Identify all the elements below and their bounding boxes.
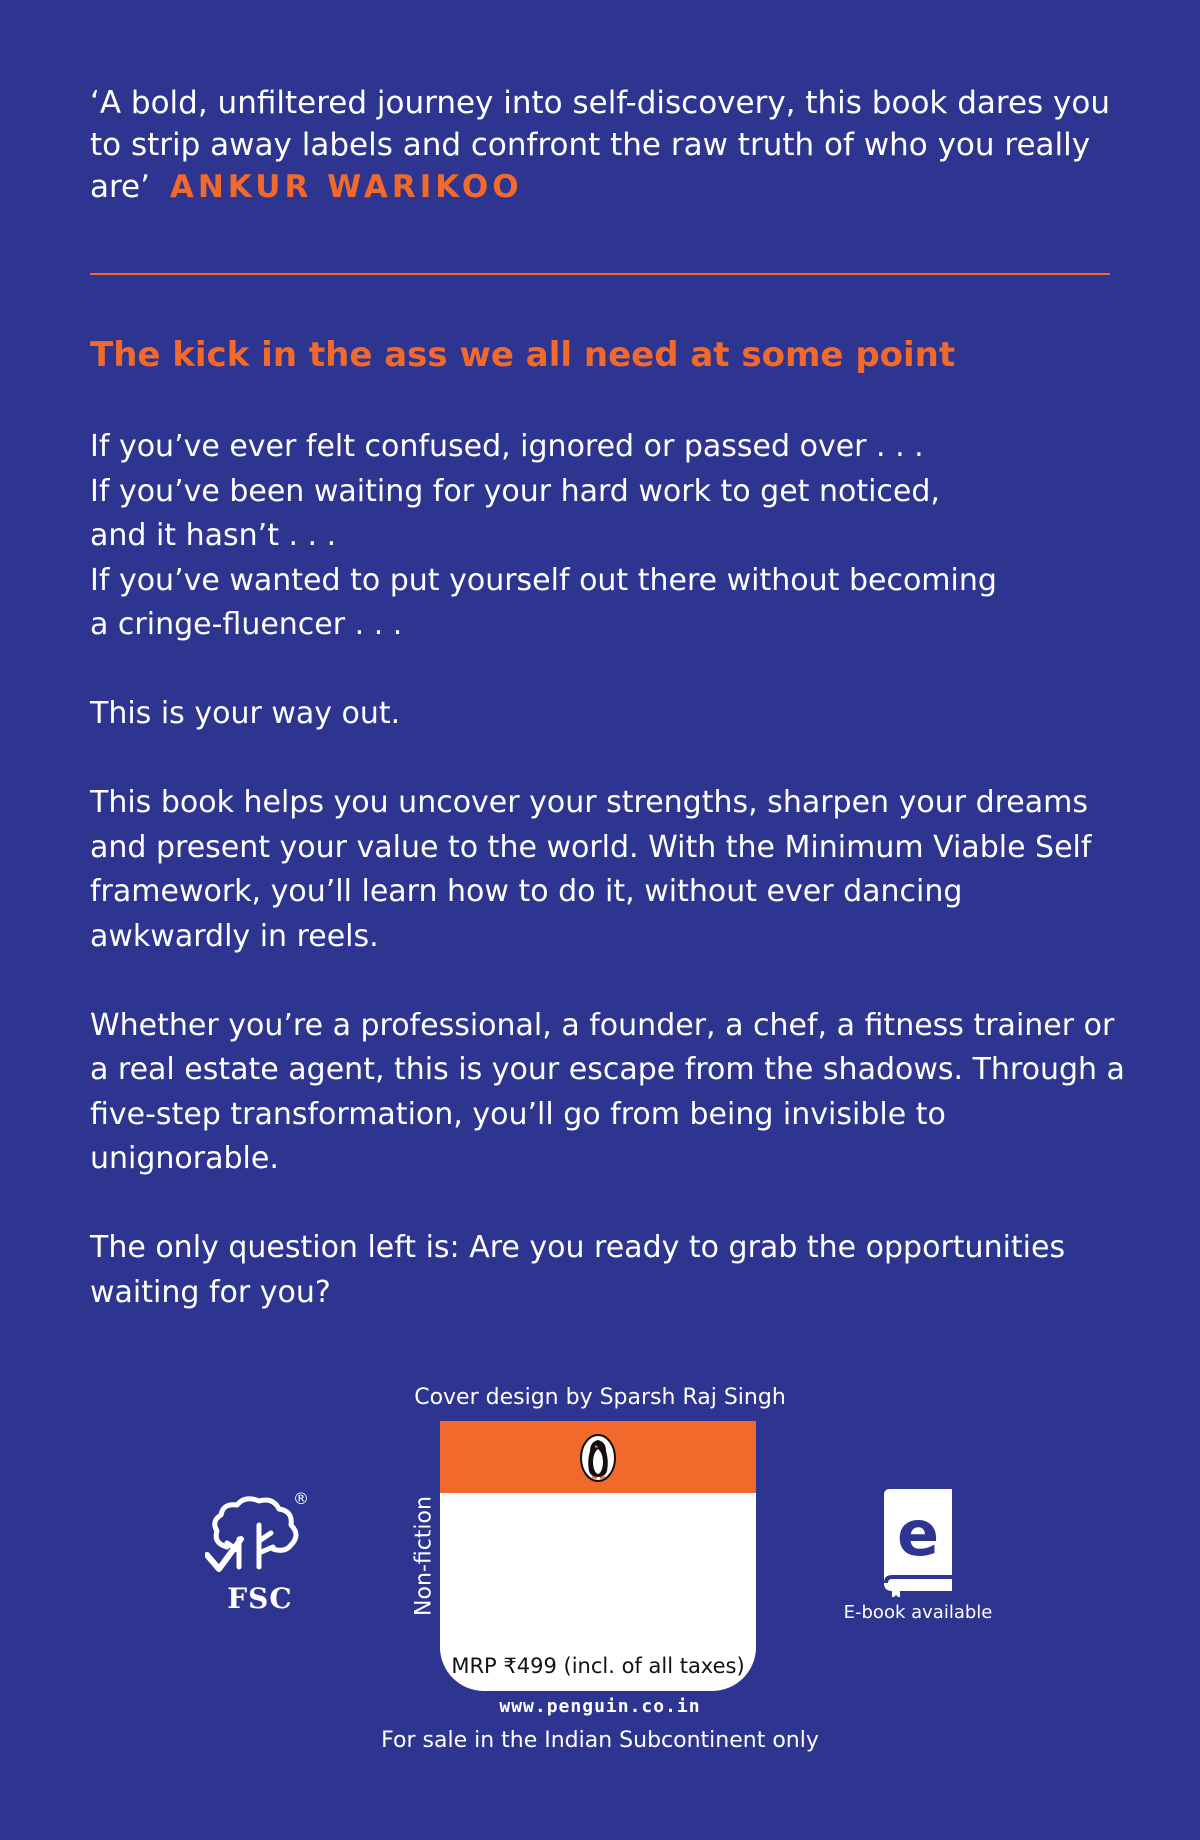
blurb-line: If you’ve ever felt confused, ignored or passed over . . . [90,429,924,464]
blurb-paragraph-1 [90,425,1130,648]
ebook-icon [878,1487,958,1597]
blurb-paragraph-3: This book helps you uncover your strengths, sharpen your dreams and present your value to the world. With the Minimum Viable Self framework, you’ll learn how to do it, without ever dancing awkwardly in reels. [90,785,1092,954]
genre-label: Non-fiction [411,1496,437,1616]
ebook-badge [838,1487,998,1627]
blurb-line: If you’ve been waiting for your hard work to get noticed, [90,473,940,509]
headline: The kick in the ass we all need at some point [90,335,956,375]
fsc-label: FSC [227,1582,293,1615]
cover-credit: Cover design by Sparsh Raj Singh [414,1385,786,1410]
sale-region-note: For sale in the Indian Subcontinent only [381,1728,819,1753]
blurb-paragraph-5: The only question left is: Are you ready to grab the opportunities waiting for you? [90,1230,1066,1310]
price-box-header [440,1421,756,1493]
blurb-line: and it hasn’t . . . [90,518,337,553]
fsc-tree-icon [205,1495,315,1585]
quote-text: ‘A bold, unfiltered journey into self-discovery, this book dares you to strip away labels and confront the raw truth of who you really are’ [90,85,1110,205]
penguin-logo-icon [579,1433,617,1483]
blurb-body [90,425,1130,1360]
blurb-line: a cringe-fluencer . . . [90,607,403,642]
price-box [440,1421,756,1691]
ebook-label: E-book available [843,1602,993,1623]
divider-line [90,273,1110,275]
quote-author: ANKUR WARIKOO [169,169,523,205]
blurb-paragraph-4: Whether you’re a professional, a founder, a chef, a fitness trainer or a real estate agent, this is your escape from the shadows. Through a five-step transformation, you’ll go from being invisible to unignorable. [90,1007,1125,1176]
price-label: MRP ₹499 (incl. of all taxes) [451,1654,745,1678]
registered-mark: ® [293,1489,309,1508]
endorsement-quote [90,82,1110,208]
blurb-line: If you’ve wanted to put yourself out there without becoming [90,562,997,598]
publisher-website: www.penguin.co.in [499,1696,701,1717]
blurb-paragraph-2: This is your way out. [90,696,401,731]
svg-text:e: e [896,1497,940,1570]
fsc-logo [205,1489,315,1625]
